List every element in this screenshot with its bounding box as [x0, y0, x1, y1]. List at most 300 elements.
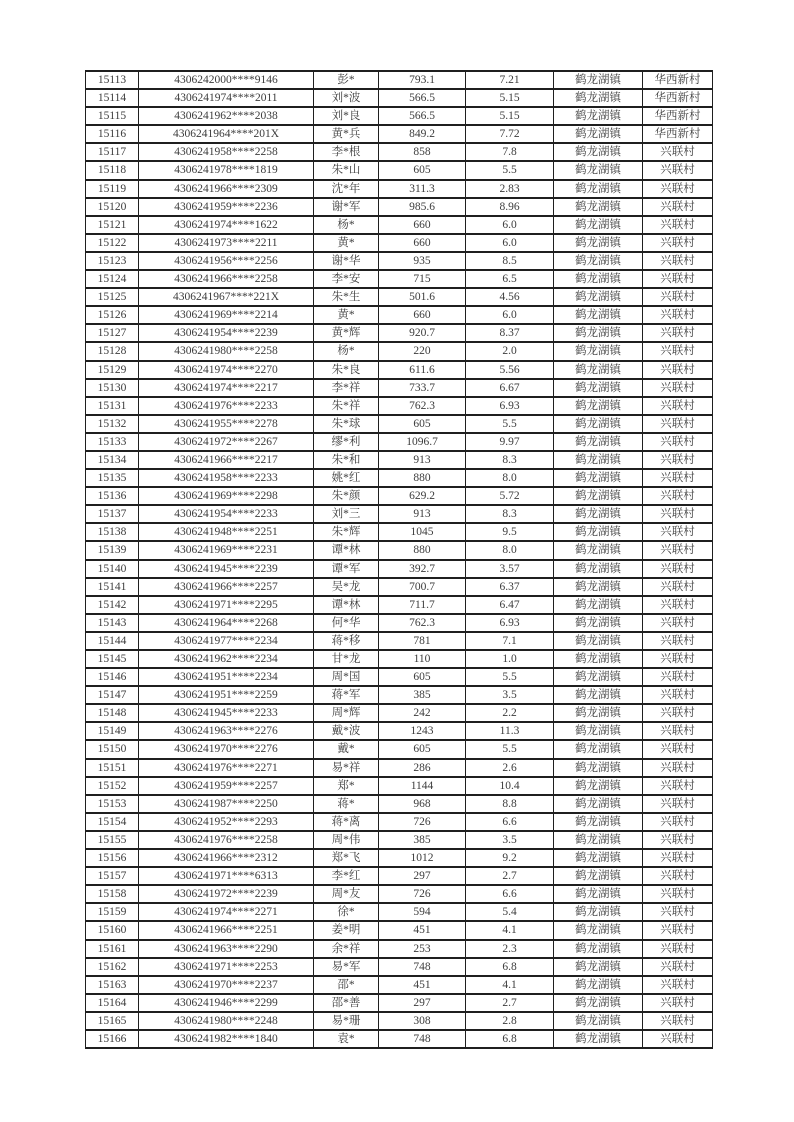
cell-town: 鹤龙湖镇 — [554, 903, 643, 921]
cell-amount: 110 — [379, 650, 466, 668]
cell-id-number: 4306241987****2250 — [139, 795, 314, 813]
cell-village: 兴联村 — [643, 415, 713, 433]
cell-amount: 793.1 — [379, 71, 466, 89]
cell-name: 朱*颜 — [314, 487, 379, 505]
cell-village: 兴联村 — [643, 759, 713, 777]
cell-seq: 15157 — [86, 867, 139, 885]
cell-id-number: 4306241970****2237 — [139, 976, 314, 994]
cell-area: 6.6 — [466, 813, 554, 831]
cell-village: 兴联村 — [643, 777, 713, 795]
table-row — [86, 976, 713, 994]
cell-id-number: 4306242000****9146 — [139, 71, 314, 89]
cell-amount: 242 — [379, 704, 466, 722]
cell-town: 鹤龙湖镇 — [554, 487, 643, 505]
cell-village: 兴联村 — [643, 867, 713, 885]
cell-area: 7.21 — [466, 71, 554, 89]
cell-area: 5.4 — [466, 903, 554, 921]
table-row — [86, 234, 713, 252]
table-row — [86, 433, 713, 451]
cell-id-number: 4306241954****2233 — [139, 505, 314, 523]
table-row — [86, 614, 713, 632]
cell-seq: 15156 — [86, 849, 139, 867]
table-body — [86, 71, 713, 1048]
cell-town: 鹤龙湖镇 — [554, 71, 643, 89]
table-row — [86, 270, 713, 288]
cell-amount: 711.7 — [379, 596, 466, 614]
cell-amount: 594 — [379, 903, 466, 921]
cell-amount: 501.6 — [379, 288, 466, 306]
table-row — [86, 198, 713, 216]
table-row — [86, 469, 713, 487]
cell-id-number: 4306241966****2251 — [139, 921, 314, 939]
cell-area: 6.0 — [466, 306, 554, 324]
cell-amount: 715 — [379, 270, 466, 288]
cell-village: 兴联村 — [643, 180, 713, 198]
cell-name: 朱*生 — [314, 288, 379, 306]
cell-id-number: 4306241980****2258 — [139, 342, 314, 360]
cell-id-number: 4306241966****2258 — [139, 270, 314, 288]
cell-village: 兴联村 — [643, 198, 713, 216]
cell-seq: 15161 — [86, 940, 139, 958]
cell-town: 鹤龙湖镇 — [554, 1012, 643, 1030]
cell-town: 鹤龙湖镇 — [554, 198, 643, 216]
cell-seq: 15160 — [86, 921, 139, 939]
cell-area: 8.3 — [466, 451, 554, 469]
table-row — [86, 161, 713, 179]
cell-seq: 15114 — [86, 89, 139, 107]
cell-amount: 748 — [379, 1030, 466, 1048]
cell-id-number: 4306241971****6313 — [139, 867, 314, 885]
cell-id-number: 4306241966****2217 — [139, 451, 314, 469]
cell-area: 5.15 — [466, 89, 554, 107]
cell-village: 兴联村 — [643, 704, 713, 722]
cell-id-number: 4306241952****2293 — [139, 813, 314, 831]
cell-seq: 15115 — [86, 107, 139, 125]
cell-name: 何*华 — [314, 614, 379, 632]
cell-area: 6.8 — [466, 958, 554, 976]
table-row — [86, 632, 713, 650]
cell-seq: 15127 — [86, 324, 139, 342]
cell-name: 缪*利 — [314, 433, 379, 451]
cell-village: 兴联村 — [643, 958, 713, 976]
cell-name: 周*辉 — [314, 704, 379, 722]
cell-seq: 15152 — [86, 777, 139, 795]
cell-area: 2.8 — [466, 1012, 554, 1030]
cell-town: 鹤龙湖镇 — [554, 759, 643, 777]
cell-name: 易*珊 — [314, 1012, 379, 1030]
cell-id-number: 4306241964****2268 — [139, 614, 314, 632]
cell-area: 6.93 — [466, 614, 554, 632]
cell-area: 5.15 — [466, 107, 554, 125]
cell-seq: 15149 — [86, 722, 139, 740]
cell-seq: 15162 — [86, 958, 139, 976]
cell-name: 易*祥 — [314, 759, 379, 777]
cell-amount: 605 — [379, 740, 466, 758]
cell-town: 鹤龙湖镇 — [554, 921, 643, 939]
table-row — [86, 958, 713, 976]
cell-village: 兴联村 — [643, 632, 713, 650]
cell-name: 蒋*军 — [314, 686, 379, 704]
cell-village: 兴联村 — [643, 976, 713, 994]
cell-amount: 297 — [379, 994, 466, 1012]
cell-seq: 15148 — [86, 704, 139, 722]
cell-amount: 726 — [379, 885, 466, 903]
cell-amount: 781 — [379, 632, 466, 650]
cell-name: 李*祥 — [314, 379, 379, 397]
cell-town: 鹤龙湖镇 — [554, 415, 643, 433]
cell-area: 2.3 — [466, 940, 554, 958]
cell-seq: 15137 — [86, 505, 139, 523]
cell-area: 4.1 — [466, 921, 554, 939]
table-row — [86, 125, 713, 143]
cell-town: 鹤龙湖镇 — [554, 668, 643, 686]
cell-name: 黄* — [314, 234, 379, 252]
cell-amount: 762.3 — [379, 614, 466, 632]
cell-id-number: 4306241970****2276 — [139, 740, 314, 758]
cell-area: 9.2 — [466, 849, 554, 867]
cell-town: 鹤龙湖镇 — [554, 740, 643, 758]
cell-village: 兴联村 — [643, 994, 713, 1012]
cell-seq: 15123 — [86, 252, 139, 270]
cell-seq: 15144 — [86, 632, 139, 650]
cell-village: 兴联村 — [643, 940, 713, 958]
cell-area: 6.5 — [466, 270, 554, 288]
cell-id-number: 4306241971****2295 — [139, 596, 314, 614]
cell-town: 鹤龙湖镇 — [554, 89, 643, 107]
cell-village: 兴联村 — [643, 451, 713, 469]
cell-seq: 15164 — [86, 994, 139, 1012]
cell-amount: 858 — [379, 143, 466, 161]
cell-village: 兴联村 — [643, 849, 713, 867]
table-row — [86, 759, 713, 777]
cell-town: 鹤龙湖镇 — [554, 704, 643, 722]
cell-area: 1.0 — [466, 650, 554, 668]
cell-town: 鹤龙湖镇 — [554, 596, 643, 614]
cell-seq: 15132 — [86, 415, 139, 433]
cell-village: 兴联村 — [643, 252, 713, 270]
cell-area: 6.0 — [466, 216, 554, 234]
cell-area: 2.7 — [466, 994, 554, 1012]
cell-name: 邵*善 — [314, 994, 379, 1012]
cell-village: 兴联村 — [643, 234, 713, 252]
cell-town: 鹤龙湖镇 — [554, 1030, 643, 1048]
cell-village: 兴联村 — [643, 921, 713, 939]
cell-id-number: 4306241974****2217 — [139, 379, 314, 397]
cell-area: 8.3 — [466, 505, 554, 523]
cell-seq: 15155 — [86, 831, 139, 849]
cell-amount: 1144 — [379, 777, 466, 795]
cell-name: 沈*年 — [314, 180, 379, 198]
cell-area: 4.1 — [466, 976, 554, 994]
cell-area: 8.37 — [466, 324, 554, 342]
cell-town: 鹤龙湖镇 — [554, 342, 643, 360]
cell-area: 9.5 — [466, 523, 554, 541]
cell-id-number: 4306241966****2309 — [139, 180, 314, 198]
cell-amount: 311.3 — [379, 180, 466, 198]
cell-seq: 15147 — [86, 686, 139, 704]
cell-id-number: 4306241974****1622 — [139, 216, 314, 234]
cell-amount: 451 — [379, 976, 466, 994]
table-row — [86, 849, 713, 867]
cell-id-number: 4306241951****2259 — [139, 686, 314, 704]
cell-amount: 392.7 — [379, 560, 466, 578]
cell-area: 6.93 — [466, 397, 554, 415]
cell-name: 刘*三 — [314, 505, 379, 523]
cell-village: 兴联村 — [643, 306, 713, 324]
cell-amount: 935 — [379, 252, 466, 270]
cell-name: 戴* — [314, 740, 379, 758]
cell-id-number: 4306241959****2257 — [139, 777, 314, 795]
cell-town: 鹤龙湖镇 — [554, 976, 643, 994]
cell-name: 朱*和 — [314, 451, 379, 469]
cell-village: 兴联村 — [643, 379, 713, 397]
cell-name: 姜*明 — [314, 921, 379, 939]
cell-id-number: 4306241966****2312 — [139, 849, 314, 867]
table-row — [86, 722, 713, 740]
cell-id-number: 4306241954****2239 — [139, 324, 314, 342]
cell-seq: 15134 — [86, 451, 139, 469]
cell-town: 鹤龙湖镇 — [554, 469, 643, 487]
cell-village: 兴联村 — [643, 560, 713, 578]
table-row — [86, 940, 713, 958]
cell-area: 9.97 — [466, 433, 554, 451]
cell-id-number: 4306241958****2258 — [139, 143, 314, 161]
cell-id-number: 4306241963****2276 — [139, 722, 314, 740]
cell-name: 甘*龙 — [314, 650, 379, 668]
cell-area: 8.96 — [466, 198, 554, 216]
cell-town: 鹤龙湖镇 — [554, 216, 643, 234]
table-row — [86, 379, 713, 397]
cell-town: 鹤龙湖镇 — [554, 125, 643, 143]
cell-amount: 726 — [379, 813, 466, 831]
cell-area: 8.8 — [466, 795, 554, 813]
cell-village: 兴联村 — [643, 541, 713, 559]
cell-amount: 385 — [379, 831, 466, 849]
cell-village: 兴联村 — [643, 433, 713, 451]
cell-town: 鹤龙湖镇 — [554, 958, 643, 976]
cell-village: 华西新村 — [643, 89, 713, 107]
cell-area: 7.1 — [466, 632, 554, 650]
cell-amount: 297 — [379, 867, 466, 885]
cell-name: 刘*良 — [314, 107, 379, 125]
cell-area: 6.8 — [466, 1030, 554, 1048]
cell-area: 11.3 — [466, 722, 554, 740]
cell-name: 谢*军 — [314, 198, 379, 216]
cell-amount: 660 — [379, 306, 466, 324]
cell-village: 兴联村 — [643, 813, 713, 831]
cell-amount: 880 — [379, 541, 466, 559]
cell-village: 兴联村 — [643, 361, 713, 379]
cell-name: 李*安 — [314, 270, 379, 288]
cell-area: 8.5 — [466, 252, 554, 270]
cell-seq: 15165 — [86, 1012, 139, 1030]
cell-name: 朱*良 — [314, 361, 379, 379]
cell-town: 鹤龙湖镇 — [554, 143, 643, 161]
cell-name: 邵* — [314, 976, 379, 994]
table-row — [86, 324, 713, 342]
cell-town: 鹤龙湖镇 — [554, 632, 643, 650]
cell-amount: 566.5 — [379, 107, 466, 125]
cell-name: 易*军 — [314, 958, 379, 976]
cell-name: 朱*辉 — [314, 523, 379, 541]
cell-id-number: 4306241946****2299 — [139, 994, 314, 1012]
table-row — [86, 777, 713, 795]
cell-seq: 15138 — [86, 523, 139, 541]
cell-village: 兴联村 — [643, 161, 713, 179]
cell-town: 鹤龙湖镇 — [554, 505, 643, 523]
table-row — [86, 107, 713, 125]
cell-id-number: 4306241972****2267 — [139, 433, 314, 451]
cell-amount: 913 — [379, 451, 466, 469]
cell-name: 朱*祥 — [314, 397, 379, 415]
table-row — [86, 415, 713, 433]
cell-town: 鹤龙湖镇 — [554, 433, 643, 451]
cell-village: 兴联村 — [643, 270, 713, 288]
cell-village: 华西新村 — [643, 125, 713, 143]
cell-id-number: 4306241974****2271 — [139, 903, 314, 921]
cell-town: 鹤龙湖镇 — [554, 885, 643, 903]
cell-seq: 15158 — [86, 885, 139, 903]
table-row — [86, 487, 713, 505]
cell-area: 5.56 — [466, 361, 554, 379]
cell-amount: 1243 — [379, 722, 466, 740]
cell-village: 兴联村 — [643, 324, 713, 342]
cell-id-number: 4306241966****2257 — [139, 578, 314, 596]
table-row — [86, 180, 713, 198]
table-row — [86, 921, 713, 939]
table-row — [86, 216, 713, 234]
cell-name: 黄*兵 — [314, 125, 379, 143]
cell-name: 杨* — [314, 216, 379, 234]
cell-seq: 15130 — [86, 379, 139, 397]
cell-town: 鹤龙湖镇 — [554, 831, 643, 849]
cell-town: 鹤龙湖镇 — [554, 379, 643, 397]
cell-town: 鹤龙湖镇 — [554, 288, 643, 306]
cell-area: 3.57 — [466, 560, 554, 578]
cell-seq: 15129 — [86, 361, 139, 379]
cell-name: 黄* — [314, 306, 379, 324]
cell-village: 兴联村 — [643, 740, 713, 758]
cell-town: 鹤龙湖镇 — [554, 107, 643, 125]
cell-village: 兴联村 — [643, 650, 713, 668]
cell-id-number: 4306241972****2239 — [139, 885, 314, 903]
table-row — [86, 686, 713, 704]
cell-area: 7.72 — [466, 125, 554, 143]
table-row — [86, 288, 713, 306]
cell-village: 兴联村 — [643, 885, 713, 903]
cell-amount: 451 — [379, 921, 466, 939]
cell-amount: 733.7 — [379, 379, 466, 397]
cell-area: 5.5 — [466, 161, 554, 179]
cell-id-number: 4306241976****2258 — [139, 831, 314, 849]
cell-amount: 605 — [379, 161, 466, 179]
cell-area: 6.47 — [466, 596, 554, 614]
cell-town: 鹤龙湖镇 — [554, 578, 643, 596]
cell-seq: 15146 — [86, 668, 139, 686]
cell-amount: 660 — [379, 234, 466, 252]
cell-village: 兴联村 — [643, 1030, 713, 1048]
cell-village: 兴联村 — [643, 668, 713, 686]
cell-seq: 15139 — [86, 541, 139, 559]
table-row — [86, 523, 713, 541]
cell-village: 兴联村 — [643, 686, 713, 704]
table-row — [86, 89, 713, 107]
table-row — [86, 451, 713, 469]
cell-town: 鹤龙湖镇 — [554, 940, 643, 958]
table-row — [86, 813, 713, 831]
cell-town: 鹤龙湖镇 — [554, 451, 643, 469]
cell-area: 8.0 — [466, 541, 554, 559]
cell-seq: 15136 — [86, 487, 139, 505]
cell-seq: 15133 — [86, 433, 139, 451]
table-row — [86, 71, 713, 89]
cell-id-number: 4306241978****1819 — [139, 161, 314, 179]
table-row — [86, 560, 713, 578]
cell-name: 蒋*移 — [314, 632, 379, 650]
cell-amount: 762.3 — [379, 397, 466, 415]
cell-area: 6.0 — [466, 234, 554, 252]
table-row — [86, 306, 713, 324]
cell-id-number: 4306241976****2233 — [139, 397, 314, 415]
cell-amount: 1045 — [379, 523, 466, 541]
cell-id-number: 4306241969****2298 — [139, 487, 314, 505]
cell-seq: 15119 — [86, 180, 139, 198]
cell-town: 鹤龙湖镇 — [554, 541, 643, 559]
cell-amount: 1096.7 — [379, 433, 466, 451]
cell-seq: 15141 — [86, 578, 139, 596]
table-row — [86, 397, 713, 415]
cell-area: 2.2 — [466, 704, 554, 722]
cell-seq: 15118 — [86, 161, 139, 179]
cell-village: 兴联村 — [643, 1012, 713, 1030]
cell-name: 郑*飞 — [314, 849, 379, 867]
cell-town: 鹤龙湖镇 — [554, 686, 643, 704]
cell-village: 兴联村 — [643, 469, 713, 487]
records-table — [85, 70, 713, 1049]
cell-id-number: 4306241971****2253 — [139, 958, 314, 976]
cell-village: 兴联村 — [643, 596, 713, 614]
cell-name: 谢*华 — [314, 252, 379, 270]
cell-town: 鹤龙湖镇 — [554, 161, 643, 179]
cell-area: 2.83 — [466, 180, 554, 198]
cell-seq: 15116 — [86, 125, 139, 143]
cell-village: 兴联村 — [643, 143, 713, 161]
cell-name: 李*红 — [314, 867, 379, 885]
table-row — [86, 342, 713, 360]
table-row — [86, 903, 713, 921]
cell-town: 鹤龙湖镇 — [554, 361, 643, 379]
cell-name: 姚*红 — [314, 469, 379, 487]
cell-amount: 913 — [379, 505, 466, 523]
cell-village: 兴联村 — [643, 722, 713, 740]
cell-village: 兴联村 — [643, 505, 713, 523]
table-row — [86, 650, 713, 668]
cell-town: 鹤龙湖镇 — [554, 252, 643, 270]
cell-name: 刘*波 — [314, 89, 379, 107]
cell-seq: 15166 — [86, 1030, 139, 1048]
cell-town: 鹤龙湖镇 — [554, 523, 643, 541]
cell-id-number: 4306241967****221X — [139, 288, 314, 306]
cell-town: 鹤龙湖镇 — [554, 777, 643, 795]
table-row — [86, 831, 713, 849]
cell-id-number: 4306241959****2236 — [139, 198, 314, 216]
cell-name: 蒋*离 — [314, 813, 379, 831]
cell-village: 兴联村 — [643, 795, 713, 813]
table-row — [86, 867, 713, 885]
cell-id-number: 4306241945****2233 — [139, 704, 314, 722]
table-row — [86, 1012, 713, 1030]
cell-village: 华西新村 — [643, 107, 713, 125]
